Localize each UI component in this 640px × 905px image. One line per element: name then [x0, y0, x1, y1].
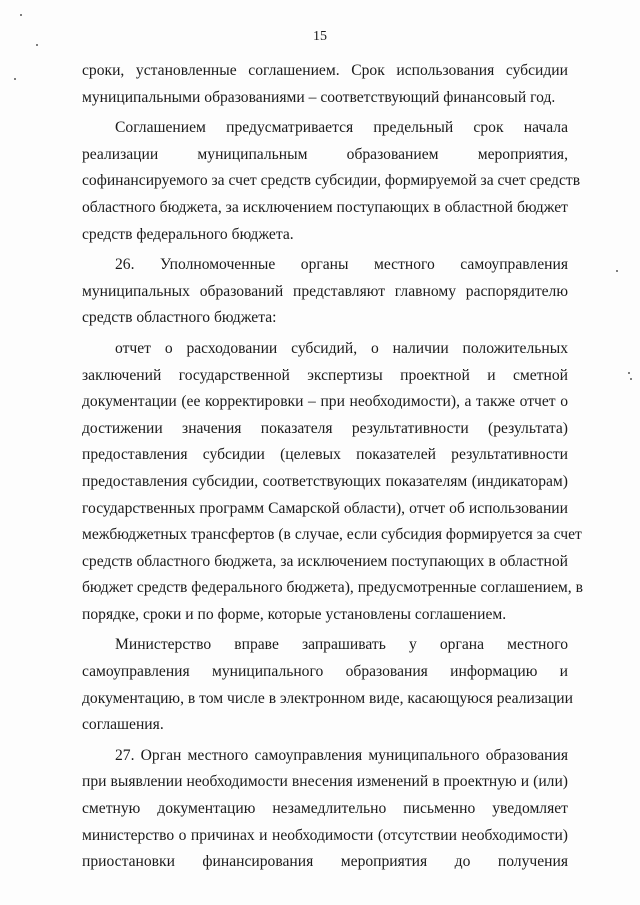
- text-line: муниципальных образований представляют главному распорядителю: [82, 282, 568, 300]
- text-line: самоуправления муниципального образования информацию и: [82, 663, 568, 681]
- text-line: софинансируемого за счет средств субсидии, формируемой за счет средств: [82, 172, 581, 190]
- text-line: 26. Уполномоченные органы местного самоуправления: [115, 256, 568, 274]
- text-line: предоставления субсидии (целевых показателей результативности: [82, 446, 568, 464]
- text-line: заключений государственной экспертизы проектной и сметной: [82, 366, 568, 384]
- text-line: средств областного бюджета, за исключением поступающих в областной: [82, 552, 568, 570]
- text-line: порядке, сроки и по форме, которые установлены соглашением.: [82, 605, 507, 623]
- text-line: областного бюджета, за исключением поступающих в областной бюджет: [82, 198, 568, 216]
- text-line: документации (ее корректировки – при необходимости), а также отчет о: [82, 393, 568, 411]
- document-body: [82, 58, 583, 876]
- text-line: 27. Орган местного самоуправления муниципального образования: [115, 746, 568, 764]
- text-line: Министерство вправе запрашивать у органа местного: [115, 636, 568, 654]
- text-line: отчет о расходовании субсидий, о наличии положительных: [115, 339, 568, 357]
- text-line: соглашения.: [82, 716, 164, 734]
- text-line: межбюджетных трансфертов (в случае, если субсидия формируется за счет: [82, 526, 582, 544]
- text-line: при выявлении необходимости внесения изменений в проектную и (или): [82, 773, 568, 791]
- text-line: средств федерального бюджета.: [82, 225, 294, 243]
- text-line: достижении значения показателя результативности (результата): [82, 419, 568, 437]
- text-line: государственных программ Самарской области), отчет об использовании: [82, 499, 568, 517]
- text-line: сроки, установленные соглашением. Срок использования субсидии: [82, 62, 568, 79]
- text-line: приостановки финансирования мероприятия до получения: [82, 853, 568, 871]
- text-line: Соглашением предусматривается предельный срок начала: [115, 119, 568, 137]
- text-line: документацию, в том числе в электронном виде, касающуюся реализации: [82, 689, 573, 707]
- text-line: сметную документацию незамедлительно письменно уведомляет: [82, 800, 568, 818]
- text-line: средств областного бюджета:: [82, 309, 277, 327]
- text-line: бюджет средств федерального бюджета), предусмотренные соглашением, в: [82, 579, 583, 597]
- text-line: предоставления субсидии, соответствующих показателям (индикаторам): [82, 472, 568, 490]
- text-line: министерство о причинах и необходимости (отсутствии необходимости): [82, 826, 568, 844]
- text-line: муниципальными образованиями – соответствующий финансовый год.: [82, 88, 556, 106]
- text-line: реализации муниципальным образованием мероприятия,: [82, 145, 568, 163]
- page-number: 15: [313, 29, 327, 44]
